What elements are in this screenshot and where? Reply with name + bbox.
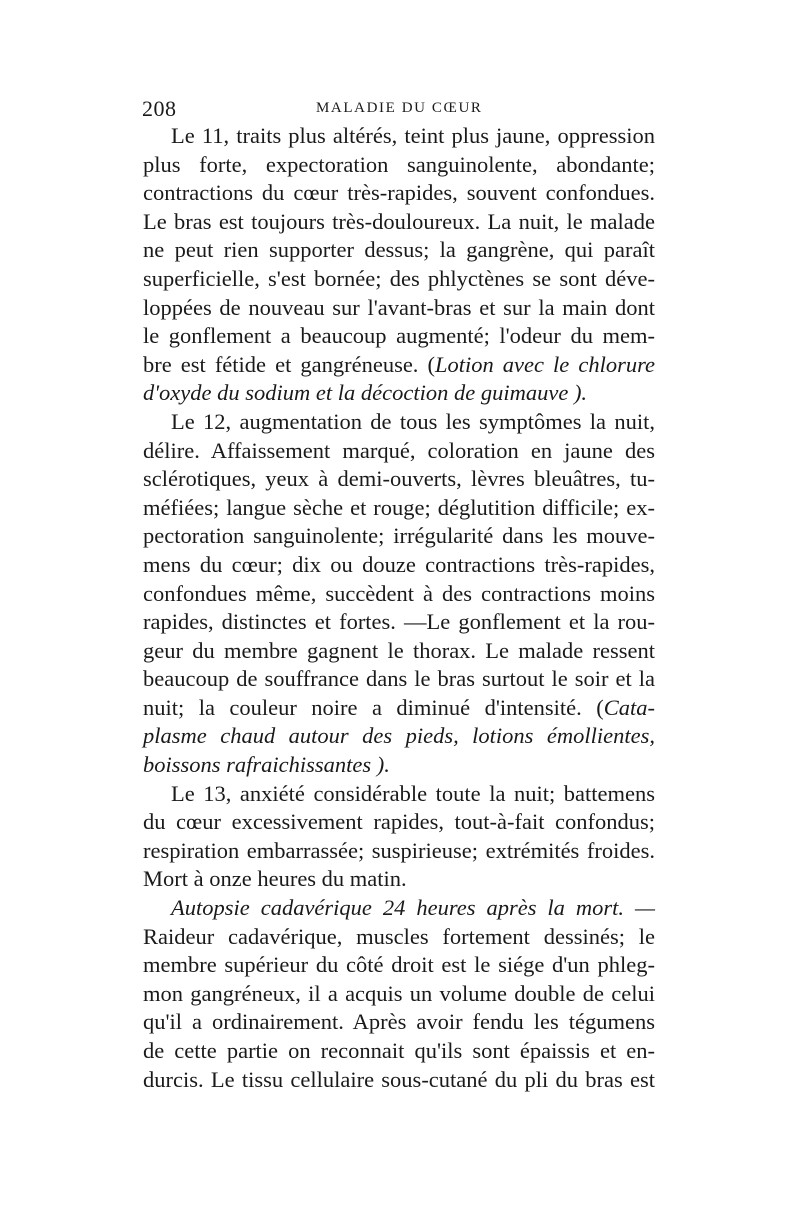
- text-line: le gonflement a beaucoup augmenté; l'odeur du mem-: [143, 323, 655, 349]
- text-line: délire. Affaissement marqué, coloration en jaune des: [143, 437, 655, 463]
- text-line: beaucoup de souffrance dans le bras surtout le soir et la: [143, 666, 655, 692]
- text-line: sclérotiques, yeux à demi-ouverts, lèvres bleuâtres, tu-: [143, 466, 655, 492]
- italic-segment: Lotion avec le chlorure: [434, 351, 655, 377]
- text-line: Le 13, anxiété considérable toute la nuit; battemens: [171, 780, 655, 806]
- text-segment: nuit; la couleur noire a diminué d'intensité. (: [143, 694, 604, 720]
- text-line: confondues même, succèdent à des contractions moins: [143, 580, 655, 606]
- text-line: de cette partie on reconnait qu'ils sont épaissis et en-: [143, 1038, 655, 1063]
- text-line-italic: Autopsie cadavérique 24 heures après la mort. —: [171, 895, 655, 921]
- text-line: contractions du cœur très-rapides, souvent confondues.: [143, 180, 655, 206]
- text-line-italic: plasme chaud autour des pieds, lotions émollientes,: [143, 723, 655, 749]
- text-line: Raideur cadavérique, muscles fortement dessinés; le: [143, 923, 655, 949]
- text-line: Le 12, augmentation de tous les symptômes la nuit,: [171, 408, 655, 434]
- text-line: rapides, distinctes et fortes. —Le gonflement et la rou-: [143, 609, 655, 635]
- text-line: durcis. Le tissu cellulaire sous-cutané du pli du bras est: [143, 1066, 655, 1092]
- text-line: respiration embarrassée; suspirieuse; extrémités froides.: [143, 837, 655, 863]
- text-line: Le bras est toujours très-douloureux. La nuit, le malade: [143, 208, 655, 234]
- text-line-italic: boissons rafraichissantes ).: [143, 752, 390, 778]
- text-line: qu'il a ordinairement. Après avoir fendu les tégumens: [143, 1009, 655, 1035]
- italic-segment: Cata-: [603, 694, 655, 720]
- text-line: superficielle, s'est bornée; des phlyctènes se sont déve-: [143, 265, 655, 291]
- text-line: loppées de nouveau sur l'avant-bras et sur la main dont: [143, 294, 655, 320]
- text-line: Mort à onze heures du matin.: [143, 866, 407, 892]
- page-header: [142, 96, 656, 120]
- text-line: mens du cœur; dix ou douze contractions très-rapides,: [143, 551, 655, 577]
- text-line: plus forte, expectoration sanguinolente, abondante;: [143, 151, 655, 177]
- page-number: 208: [142, 96, 177, 121]
- text-line-with-italic: [143, 694, 655, 723]
- body-text: [143, 122, 655, 1094]
- text-line: méfiées; langue sèche et rouge; déglutition difficile; ex-: [143, 494, 655, 520]
- text-segment: bre est fétide et gangréneuse. (: [143, 351, 435, 377]
- text-line: Le 11, traits plus altérés, teint plus jaune, oppression: [171, 123, 655, 148]
- text-line: geur du membre gagnent le thorax. Le malade ressent: [143, 637, 655, 663]
- text-line: du cœur excessivement rapides, tout-à-fait confondus;: [143, 809, 655, 835]
- text-line-with-italic: [143, 351, 655, 380]
- text-line-italic: d'oxyde du sodium et la décoction de guimauve ).: [143, 380, 588, 406]
- text-line: pectoration sanguinolente; irrégularité dans les mouve-: [143, 523, 655, 549]
- text-line: membre supérieur du côté droit est le siége d'un phleg-: [143, 952, 655, 978]
- text-line: ne peut rien supporter dessus; la gangrène, qui paraît: [143, 237, 655, 263]
- running-title: MALADIE DU CŒUR: [316, 100, 483, 116]
- text-line: mon gangréneux, il a acquis un volume double de celui: [143, 980, 655, 1006]
